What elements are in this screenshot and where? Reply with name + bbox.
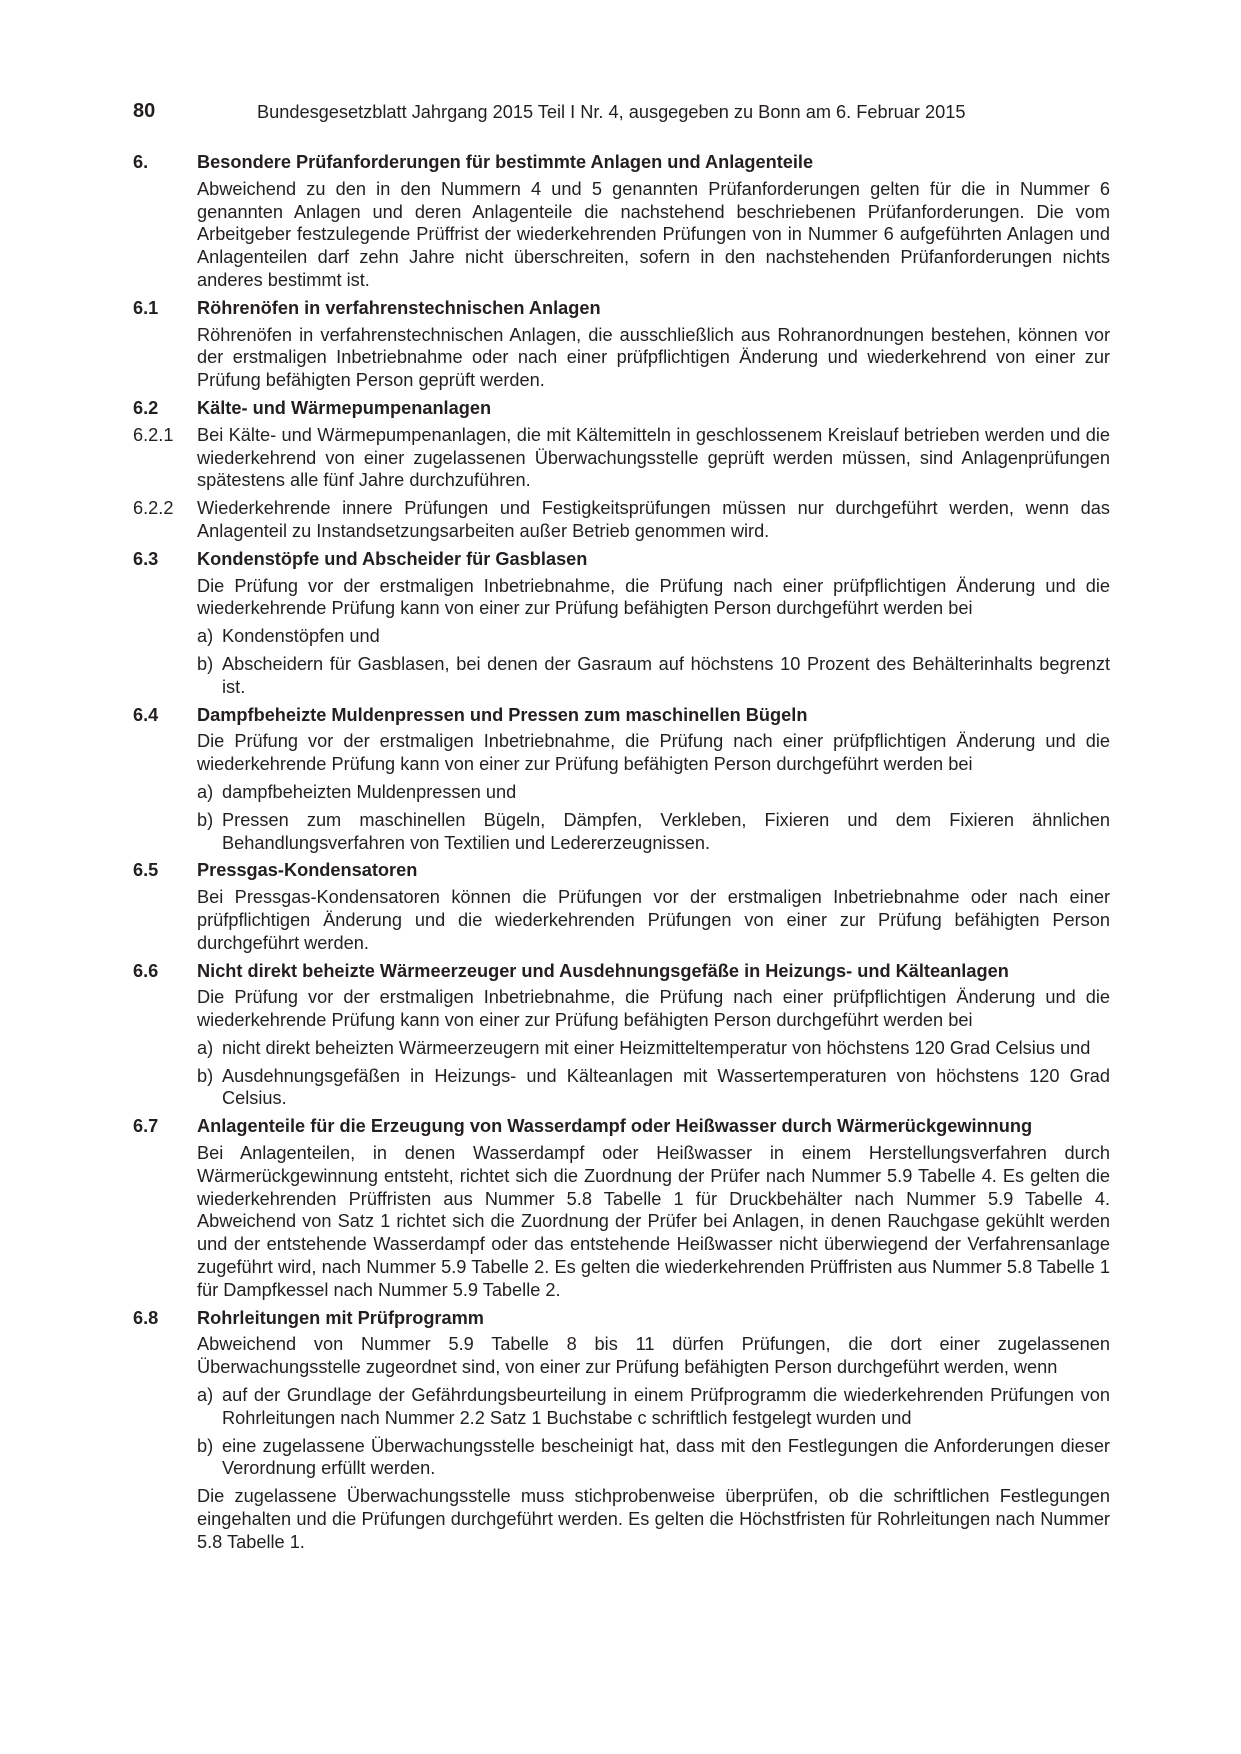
list-text: dampfbeheizten Muldenpressen und: [222, 781, 517, 802]
section-number: 6.5: [133, 860, 159, 881]
section-heading-6: [133, 151, 1110, 174]
section-title: Kälte- und Wärmepumpenanlagen: [197, 397, 492, 418]
running-header: Bundesgesetzblatt Jahrgang 2015 Teil I Nr. 4, ausgegeben zu Bonn am 6. Februar 2015: [257, 102, 966, 122]
section-title: Pressgas-Kondensatoren: [197, 860, 418, 881]
list-text: Abscheidern für Gasblasen, bei denen der Gasraum auf höchstens 10 Prozent des Behälterinhalts begrenzt ist.: [222, 653, 1110, 697]
list-item-a: [197, 781, 1110, 804]
section-title: Rohrleitungen mit Prüfprogramm: [197, 1307, 484, 1328]
subsection-number: 6.2.2: [133, 498, 174, 519]
section-number: 6.4: [133, 704, 159, 725]
list-text: Kondenstöpfen und: [222, 626, 380, 647]
list-label: b): [197, 653, 214, 674]
paragraph: Die Prüfung vor der erstmaligen Inbetriebnahme, die Prüfung nach einer prüfpflichtigen Änderung und die wiederkehrende Prüfung kann von einer zur Prüfung befähigten Person durchgeführt werden bei: [197, 987, 1110, 1031]
list-text: Pressen zum maschinellen Bügeln, Dämpfen, Verkleben, Fixieren und dem Fixieren ähnlichen Behandlungsverfahren von Textilien und Ledererzeugnissen.: [222, 809, 1110, 853]
paragraph: Abweichend zu den in den Nummern 4 und 5 genannten Prüfanforderungen gelten für die in Nummer 6 genannten Anlagen und deren Anlagenteile die nachstehend beschriebenen Prüfanforderungen. Die vom Arbeitgeber festzulegende Prüffrist der wiederkehrenden Prüfungen von in Nummer 6 aufgeführten Anlagen und Anlagenteilen darf zehn Jahre nicht überschreiten, sofern in den nachstehenden Prüfanforderungen nichts anderes bestimmt ist.: [197, 178, 1110, 290]
section-heading-6-3: [133, 548, 1110, 571]
paragraph: Röhrenöfen in verfahrenstechnischen Anlagen, die ausschließlich aus Rohranordnungen bestehen, können vor der erstmaligen Inbetriebnahme oder nach einer prüfpflichtigen Änderung und wiederkehrend von einer zur Prüfung befähigten Person geprüft werden.: [197, 324, 1110, 391]
subsection-number: 6.2.1: [133, 424, 174, 445]
list-label: a): [197, 1037, 214, 1058]
paragraph: Bei Anlagenteilen, in denen Wasserdampf oder Heißwasser in einem Herstellungsverfahren durch Wärmerückgewinnung entsteht, richtet sich die Zuordnung der Prüfer nach Nummer 5.9 Tabelle 4. Es gelten die wiederkehrenden Prüffristen aus Nummer 5.8 Tabelle 1 für Druckbehälter nach Nummer 5.9 Tabelle 4. Abweichend von Satz 1 richtet sich die Zuordnung der Prüfer bei Anlagen, in denen Rauchgase gekühlt werden und der entstehende Wasserdampf oder das entstehende Heißwasser nicht überwiegend der Verfahrensanlage zugeführt wird, nach Nummer 5.9 Tabelle 2. Es gelten die wiederkehrenden Prüffristen aus Nummer 5.8 Tabelle 1 für Dampfkessel nach Nummer 5.9 Tabelle 2.: [197, 1143, 1110, 1300]
list-item-b: [197, 1065, 1110, 1111]
section-number: 6.8: [133, 1307, 159, 1328]
document-body: [133, 151, 1110, 1554]
list-label: a): [197, 1385, 214, 1406]
list-item-b: [197, 653, 1110, 699]
section-number: 6.3: [133, 548, 159, 569]
list-label: b): [197, 1435, 214, 1456]
section-title: Nicht direkt beheizte Wärmeerzeuger und Ausdehnungsgefäße in Heizungs- und Kälteanlagen: [197, 960, 1009, 981]
list-item-a: [197, 625, 1110, 648]
list-item-a: [197, 1384, 1110, 1430]
list-text: auf der Grundlage der Gefährdungsbeurteilung in einem Prüfprogramm die wiederkehrenden Prüfungen von Rohrleitungen nach Nummer 2.2 Satz 1 Buchstabe c schriftlich festgelegt wurden und: [222, 1385, 1110, 1428]
list-item-a: [197, 1037, 1110, 1060]
section-number: 6.7: [133, 1116, 159, 1137]
section-title: Besondere Prüfanforderungen für bestimmte Anlagen und Anlagenteile: [197, 152, 814, 172]
paragraph: Die Prüfung vor der erstmaligen Inbetriebnahme, die Prüfung nach einer prüfpflichtigen Änderung und die wiederkehrende Prüfung kann von einer zur Prüfung befähigten Person durchgeführt werden bei: [197, 731, 1110, 775]
list-text: eine zugelassene Überwachungsstelle bescheinigt hat, dass mit den Festlegungen die Anforderungen dieser Verordnung erfüllt werden.: [222, 1435, 1110, 1479]
subsection-6-2-2: [133, 497, 1110, 543]
section-heading-6-7: [133, 1115, 1110, 1138]
subsection-6-2-1: [133, 424, 1110, 492]
section-title: Anlagenteile für die Erzeugung von Wasserdampf oder Heißwasser durch Wärmerückgewinnung: [197, 1116, 1033, 1137]
list-label: b): [197, 809, 214, 830]
section-heading-6-6: [133, 960, 1110, 983]
subsection-text: Bei Kälte- und Wärmepumpenanlagen, die mit Kältemitteln in geschlossenem Kreislauf betrieben werden und die wiederkehrend von einer zugelassenen Überwachungsstelle geprüft werden müssen, sind Anlagenprüfungen spätestens alle fünf Jahre durchzuführen.: [197, 424, 1110, 491]
section-number: 6.: [133, 152, 149, 172]
paragraph: Die zugelassene Überwachungsstelle muss stichprobenweise überprüfen, ob die schriftlichen Festlegungen eingehalten und die Prüfungen durchgeführt werden. Es gelten die Höchstfristen für Rohrleitungen nach Nummer 5.8 Tabelle 1.: [197, 1486, 1110, 1552]
list-label: b): [197, 1065, 214, 1086]
section-title: Dampfbeheizte Muldenpressen und Pressen zum maschinellen Bügeln: [197, 704, 808, 725]
paragraph: Die Prüfung vor der erstmaligen Inbetriebnahme, die Prüfung nach einer prüfpflichtigen Änderung und die wiederkehrende Prüfung kann von einer zur Prüfung befähigten Person durchgeführt werden bei: [197, 575, 1110, 619]
page-number: 80: [133, 100, 156, 122]
list-label: a): [197, 626, 214, 647]
section-heading-6-1: [133, 297, 1110, 320]
section-title: Kondenstöpfe und Abscheider für Gasblasen: [197, 548, 588, 569]
list-item-b: [197, 809, 1110, 855]
section-number: 6.1: [133, 297, 159, 318]
section-title: Röhrenöfen in verfahrenstechnischen Anlagen: [197, 297, 601, 318]
section-number: 6.2: [133, 397, 159, 418]
section-heading-6-8: [133, 1307, 1110, 1330]
list-label: a): [197, 781, 214, 802]
list-item-b: [197, 1435, 1110, 1481]
list-text: nicht direkt beheizten Wärmeerzeugern mit einer Heizmitteltemperatur von höchstens 120 Grad Celsius und: [222, 1037, 1091, 1058]
paragraph: Abweichend von Nummer 5.9 Tabelle 8 bis 11 dürfen Prüfungen, die dort einer zugelassenen Überwachungsstelle zugeordnet sind, von einer zur Prüfung befähigten Person durchgeführt werden, wenn: [197, 1334, 1110, 1378]
paragraph: Bei Pressgas-Kondensatoren können die Prüfungen vor der erstmaligen Inbetriebnahme oder nach einer prüfpflichtigen Änderung und die wiederkehrenden Prüfungen von einer zur Prüfung befähigten Person durchgeführt werden.: [197, 887, 1110, 953]
section-number: 6.6: [133, 960, 159, 981]
list-text: Ausdehnungsgefäßen in Heizungs- und Kälteanlagen mit Wassertemperaturen von höchstens 120 Grad Celsius.: [222, 1065, 1110, 1109]
section-heading-6-2: [133, 397, 1110, 420]
section-heading-6-4: [133, 704, 1110, 727]
section-heading-6-5: [133, 859, 1110, 882]
subsection-text: Wiederkehrende innere Prüfungen und Festigkeitsprüfungen müssen nur durchgeführt werden, wenn das Anlagenteil zu Instandsetzungsarbeiten außer Betrieb genommen wird.: [197, 498, 1110, 541]
